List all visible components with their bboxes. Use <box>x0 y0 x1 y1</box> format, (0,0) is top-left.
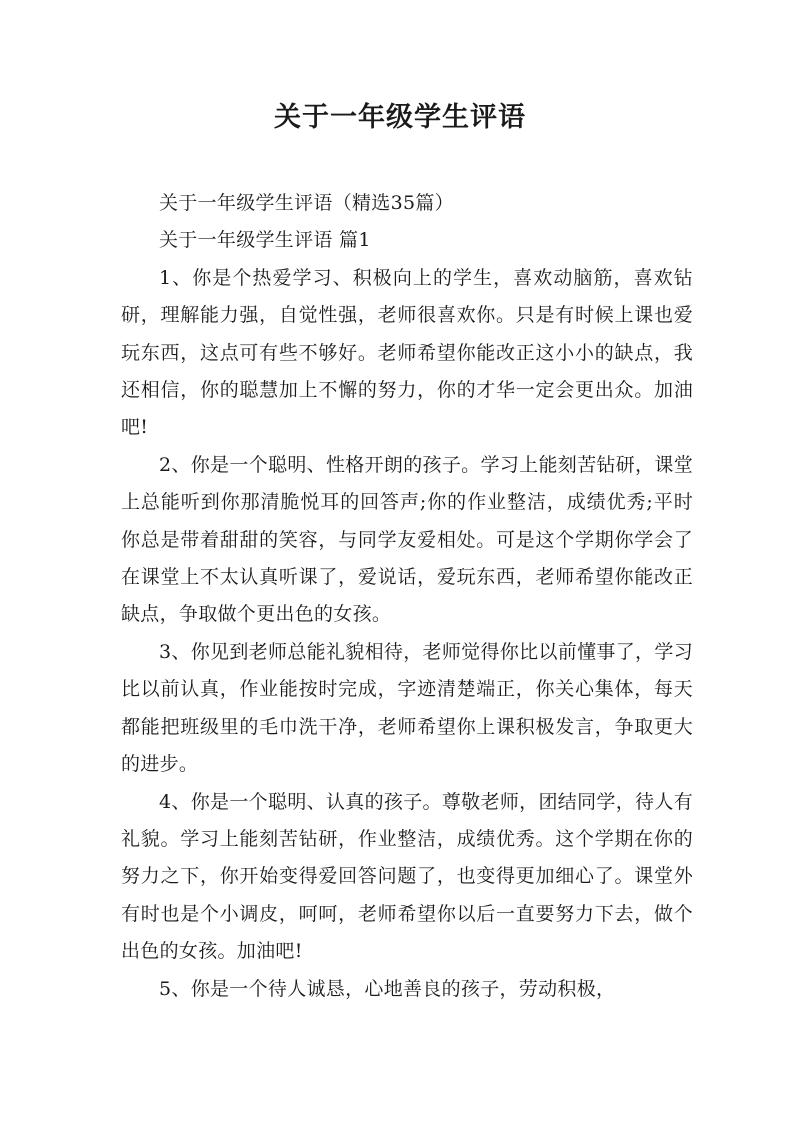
paragraph: 2、你是一个聪明、性格开朗的孩子。学习上能刻苦钻研，课堂上总能听到你那清脆悦耳的回答声;你的作业整洁，成绩优秀;平时你总是带着甜甜的笑容，与同学友爱相处。可是这个学期你学会了在课堂上不太认真听课了，爱说话，爱玩东西，老师希望你能改正缺点，争取做个更出色的女孩。 <box>121 453 693 626</box>
document-subtitle: 关于一年级学生评语（精选35篇） <box>159 192 454 214</box>
paragraph: 5、你是一个待人诚恳，心地善良的孩子，劳动积极， <box>159 977 616 1000</box>
paragraph: 3、你见到老师总能礼貌相待，老师觉得你比以前懂事了，学习比以前认真，作业能按时完成，字迹清楚端正，你关心集体，每天都能把班级里的毛巾洗干净，老师希望你上课积极发言，争取更大的进步。 <box>121 640 693 776</box>
section-heading: 关于一年级学生评语 篇1 <box>159 229 371 252</box>
document-body <box>121 185 693 1008</box>
paragraph: 4、你是一个聪明、认真的孩子。尊敬老师，团结同学，待人有礼貌。学习上能刻苦钻研，作业整洁，成绩优秀。这个学期在你的努力之下，你开始变得爱回答问题了，也变得更加细心了。课堂外有时也是个小调皮，呵呵，老师希望你以后一直要努力下去，做个出色的女孩。加油吧! <box>121 790 693 963</box>
document-title: 关于一年级学生评语 <box>274 102 526 133</box>
paragraph: 1、你是个热爱学习、积极向上的学生，喜欢动脑筋，喜欢钻研，理解能力强，自觉性强，老师很喜欢你。只是有时候上课也爱玩东西，这点可有些不够好。老师希望你能改正这小小的缺点，我还相信，你的聪慧加上不懈的努力，你的才华一定会更出众。加油吧! <box>121 266 693 439</box>
